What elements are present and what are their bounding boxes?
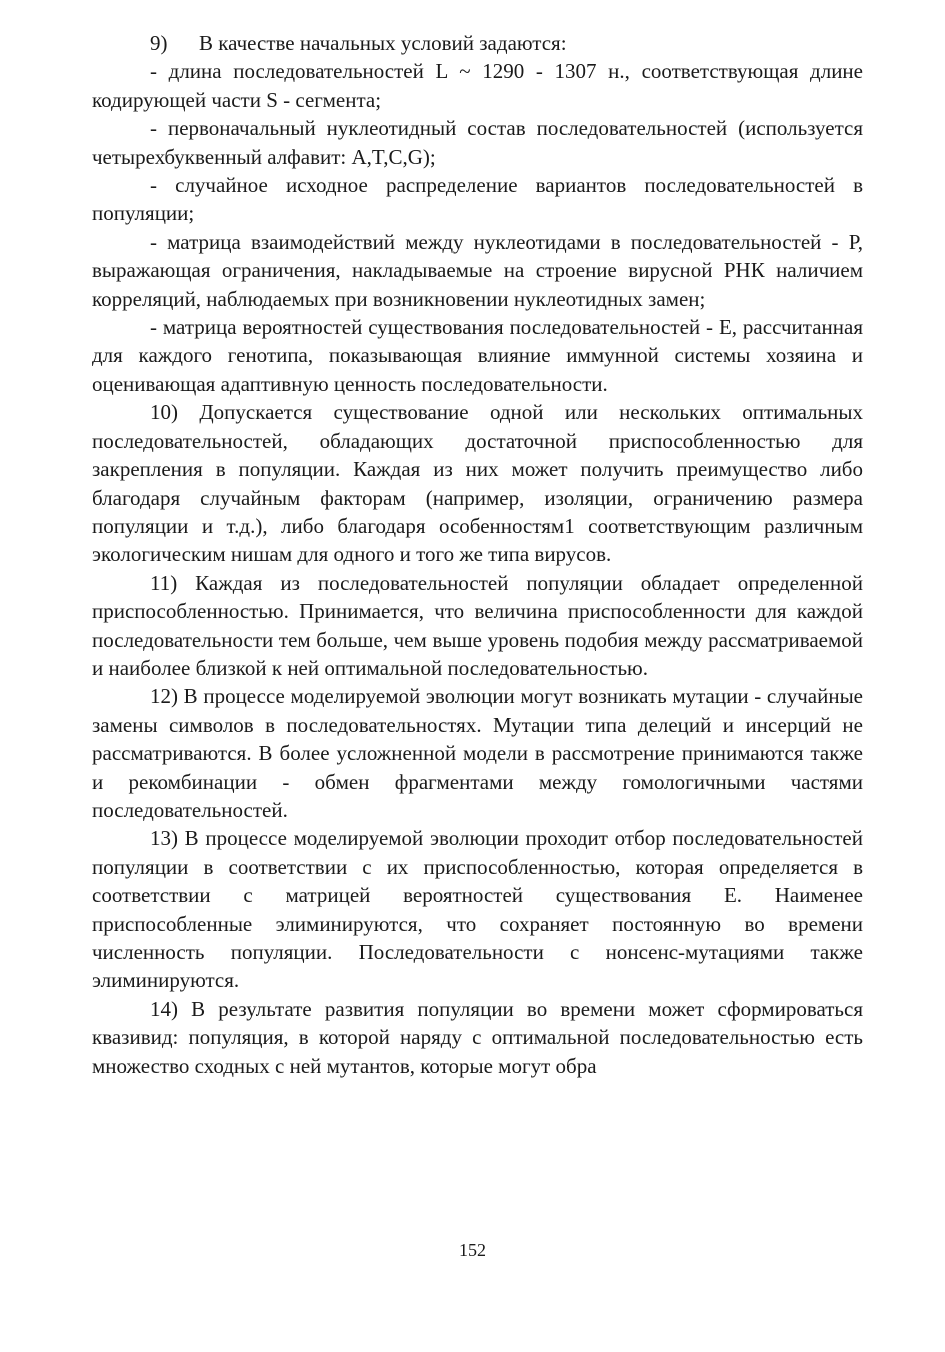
paragraph-bullet-interaction-matrix: - матрица взаимодействий между нуклеотидами в последовательностей - Р, выражающая ограничения, накладываемые на строение вирусной РНК наличием корреляций, наблюдаемых при возникновении нуклеотидных замен; xyxy=(92,229,863,311)
paragraph-bullet-probability-matrix: - матрица вероятностей существования последовательностей - Е, рассчитанная для каждого генотипа, показывающая влияние иммунной системы хозяина и оценивающая адаптивную ценность последовательности. xyxy=(92,315,863,396)
paragraph-item-11: 11) Каждая из последовательностей популяции обладает определенной приспособленностью. Принимается, что величина приспособленности для каждой последовательности тем больше, чем выше уровень подобия между рассматриваемой и наиболее близкой к ней оптимальной последовательностью. xyxy=(92,570,863,680)
paragraph-item-14: 14) В результате развития популяции во времени может сформироваться квазивид: популяция, в которой наряду с оптимальной последовательностью есть множество сходных с ней мутантов, которые могут обра xyxy=(92,996,863,1078)
paragraph-item-13: 13) В процессе моделируемой эволюции проходит отбор последовательностей популяции в соответствии с их приспособленностью, которая определяется в соответствии с матрицей вероятностей существования Е. Наименее приспособленные элиминируются, что сохраняет постоянную во времени численность популяции. Последовательности с нонсенс-мутациями также элиминируются. xyxy=(92,826,863,993)
paragraph-item-10: 10) Допускается существование одной или нескольких оптимальных последовательностей, обладающих достаточной приспособленностью для закрепления в популяции. Каждая из них может получить преимущество либо благодаря случайным факторам (например, изоляции, ограничению размера популяции и т.д.), либо благодаря особенностям1 соответствующим различным экологическим нишам для одного и того же типа вирусов. xyxy=(92,400,863,567)
paragraph-item-12: 12) В процессе моделируемой эволюции могут возникать мутации - случайные замены символов в последовательностях. Мутации типа делеций и инсерций не рассматриваются. В более усложненной модели в рассмотрение принимаются также и рекомбинации - обмен фрагментами между гомологичными частями последовательностей. xyxy=(92,684,863,822)
paragraph-item-9: 9) В качестве начальных условий задаются: xyxy=(150,31,567,55)
paragraph-bullet-sequence-length: - длина последовательностей L ~ 1290 - 1307 н., соответствующая длине кодирующей части S - сегмента; xyxy=(92,59,863,112)
page-number: 152 xyxy=(459,1240,486,1260)
paragraph-bullet-nucleotide-composition: - первоначальный нуклеотидный состав последовательностей (используется четырехбуквенный алфавит: A,T,C,G); xyxy=(92,116,863,169)
body-text xyxy=(92,29,863,1080)
paragraph-bullet-random-distribution: - случайное исходное распределение вариантов последовательностей в популяции; xyxy=(92,173,863,226)
